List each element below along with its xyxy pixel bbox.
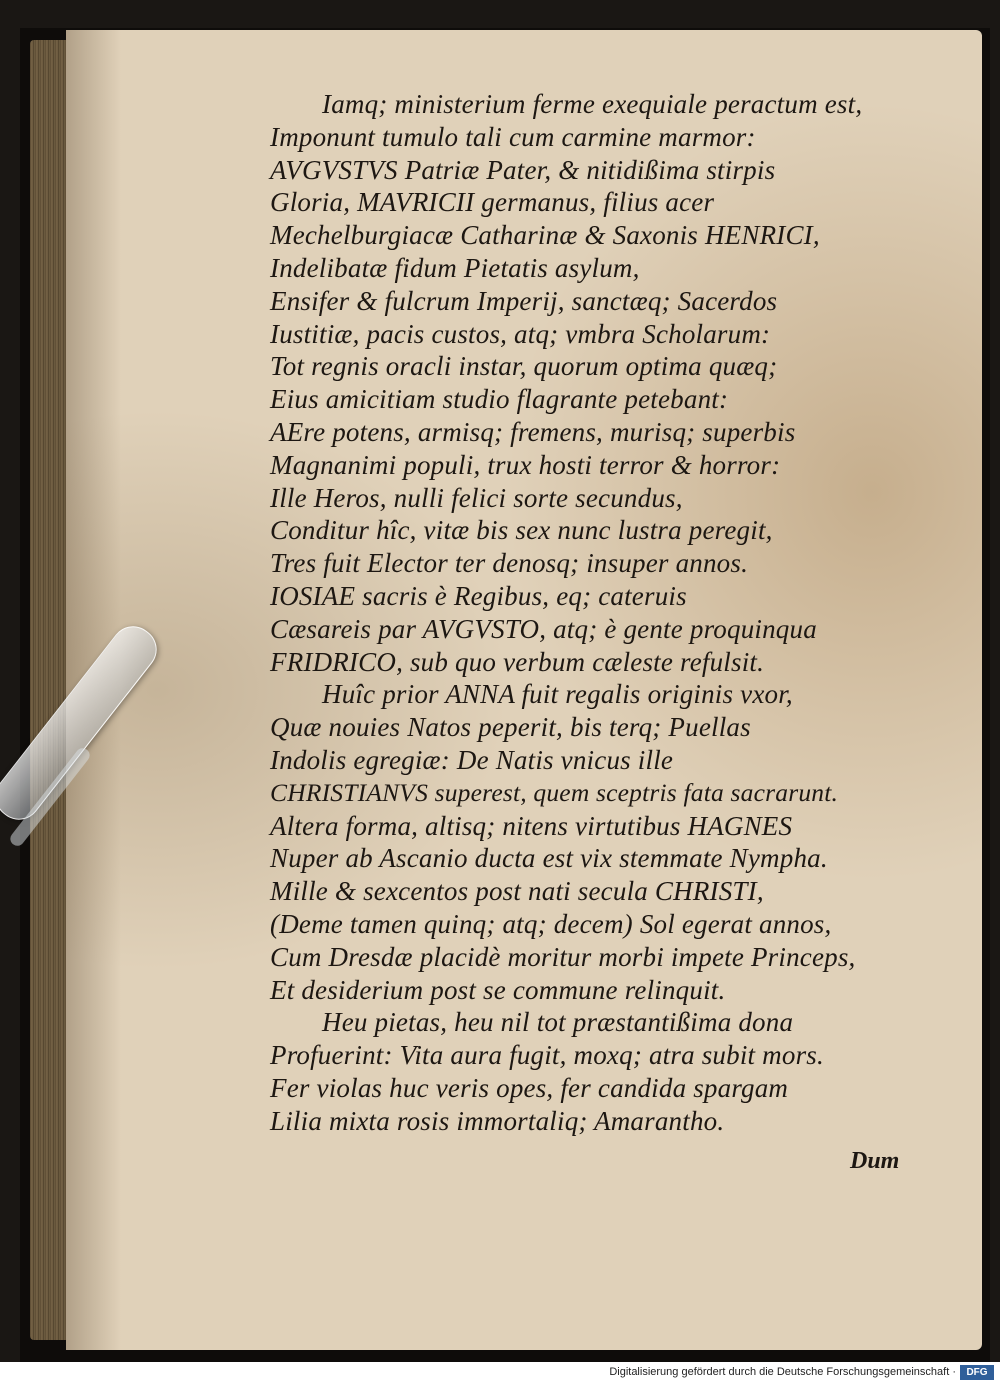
poem-line: AEre potens, armisq; fremens, murisq; superbis — [270, 416, 796, 447]
poem-text — [270, 88, 930, 1138]
poem-line: Indelibatæ fidum Pietatis asylum, — [270, 252, 640, 283]
poem-line: Heu pietas, heu nil tot præstantißima dona — [322, 1007, 794, 1038]
poem-line: Iustitiæ, pacis custos, atq; vmbra Scholarum: — [270, 318, 771, 349]
poem-line: Eius amicitiam studio flagrante petebant: — [270, 384, 729, 415]
poem-line: Conditur hîc, vitæ bis sex nunc lustra peregit, — [270, 515, 773, 546]
poem-line: Tot regnis oracli instar, quorum optima quæq; — [270, 351, 778, 382]
catchword: Dum — [850, 1148, 900, 1174]
poem-line: Altera forma, altisq; nitens virtutibus HAGNES — [270, 810, 793, 841]
poem-line: Indolis egregiæ: De Natis vnicus ille — [270, 744, 674, 775]
poem-line: Huîc prior ANNA fuit regalis originis vxor, — [322, 679, 793, 710]
poem-line: Gloria, MAVRICII germanus, filius acer — [270, 187, 715, 218]
poem-line: Fer violas huc veris opes, fer candida spargam — [270, 1072, 789, 1103]
poem-line: Tres fuit Elector ter denosq; insuper annos. — [270, 548, 749, 579]
poem-line: Cum Dresdæ placidè moritur morbi impete Princeps, — [270, 941, 856, 972]
poem-line: Lilia mixta rosis immortaliq; Amarantho. — [270, 1105, 725, 1136]
poem-line: Mille & sexcentos post nati secula CHRISTI, — [270, 876, 764, 907]
poem-line: CHRISTIANVS superest, quem sceptris fata sacrarunt. — [270, 777, 839, 807]
poem-line: Quæ nouies Natos peperit, bis terq; Puellas — [270, 712, 751, 743]
poem-line: FRIDRICO, sub quo verbum cæleste refulsit. — [270, 646, 765, 677]
poem-line: Cæsareis par AVGVSTO, atq; è gente proquinqua — [270, 613, 817, 644]
poem-line: Magnanimi populi, trux hosti terror & horror: — [270, 449, 781, 480]
poem-line: Ille Heros, nulli felici sorte secundus, — [270, 482, 683, 513]
poem-line: Mechelburgiacæ Catharinæ & Saxonis HENRICI, — [270, 220, 820, 251]
poem-line: Ensifer & fulcrum Imperij, sanctæq; Sacerdos — [270, 285, 778, 316]
poem-line: Profuerint: Vita aura fugit, moxq; atra subit mors. — [270, 1040, 824, 1071]
poem-line: Nuper ab Ascanio ducta est vix stemmate Nympha. — [270, 843, 828, 874]
poem-line: (Deme tamen quinq; atq; decem) Sol egerat annos, — [270, 908, 832, 939]
dfg-logo: DFG — [960, 1365, 994, 1380]
poem-line: IOSIAE sacris è Regibus, eq; cateruis — [270, 580, 687, 611]
poem-line: Iamq; ministerium ferme exequiale peractum est, — [322, 89, 863, 119]
poem-line: Imponunt tumulo tali cum carmine marmor: — [270, 121, 756, 152]
footer-credit: Digitalisierung gefördert durch die Deutsche Forschungsgemeinschaft · — [609, 1366, 956, 1378]
poem-line: AVGVSTVS Patriæ Pater, & nitidißima stirpis — [270, 154, 776, 185]
poem-line: Et desiderium post se commune relinquit. — [270, 974, 726, 1005]
